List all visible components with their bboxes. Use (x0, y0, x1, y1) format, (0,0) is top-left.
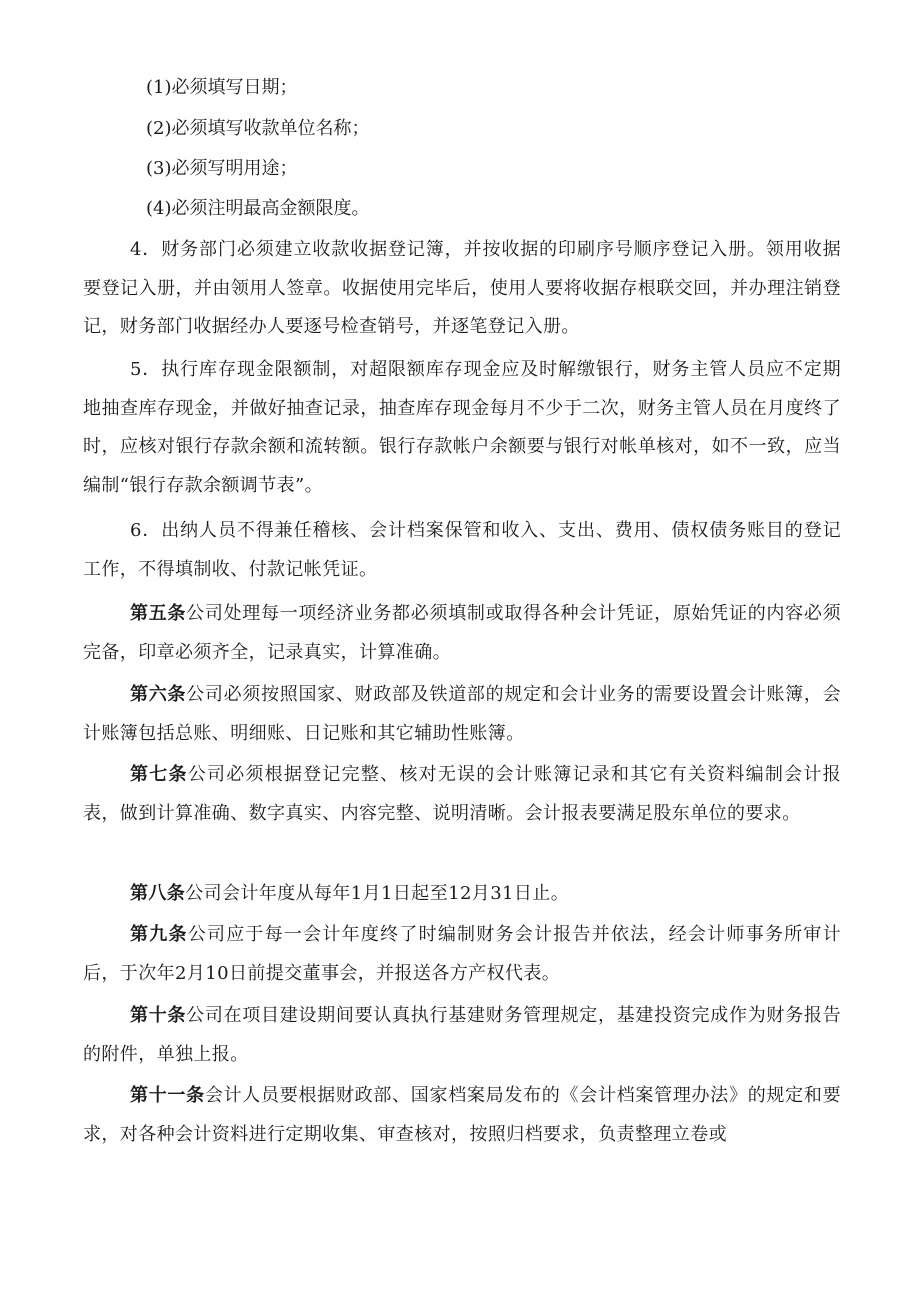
article-label: 第七条 (130, 764, 188, 785)
article-9 (83, 916, 841, 993)
article-8 (83, 875, 841, 914)
article-text: 公司会计年度从每年1月1日起至12月31日止。 (185, 883, 570, 904)
article-7 (83, 756, 841, 833)
article-text: 会计人员要根据财政部、国家档案局发布的《会计档案管理办法》的规定和要求，对各种会计资料进行定期收集、审查核对，按照归档要求，负责整理立卷或 (83, 1085, 841, 1145)
article-11 (83, 1077, 841, 1154)
article-text: 公司在项目建设期间要认真执行基建财务管理规定，基建投资完成作为财务报告的附件，单独上报。 (83, 1005, 841, 1065)
article-label: 第五条 (130, 603, 187, 624)
article-label: 第八条 (130, 883, 186, 904)
numbered-paragraph-5 (83, 351, 841, 505)
numbered-paragraph-4 (83, 231, 841, 347)
article-label: 第六条 (130, 684, 187, 705)
paragraph-text: ．执行库存现金限额制，对超限额库存现金应及时解缴银行，财务主管人员应不定期地抽查库存现金，并做好抽查记录，抽查库存现金每月不少于二次，财务主管人员在月度终了时，应核对银行存款余额和流转额。银行存款帐户余额要与银行对帐单核对，如不一致，应当编制“银行存款余额调节表”。 (83, 359, 841, 496)
article-5 (83, 595, 841, 672)
article-label: 第十一条 (130, 1085, 205, 1106)
article-text: 公司处理每一项经济业务都必须填制或取得各种会计凭证，原始凭证的内容必须完备，印章必须齐全，记录真实，计算准确。 (83, 603, 841, 663)
list-item-4: (4)必须注明最高金额限度。 (146, 198, 370, 219)
list-item-2: (2)必须填写收款单位名称； (146, 118, 370, 139)
paragraph-number: 5 (130, 359, 142, 380)
article-text: 公司必须按照国家、财政部及铁道部的规定和会计业务的需要设置会计账簿，会计账簿包括总账、明细账、日记账和其它辅助性账簿。 (83, 684, 841, 744)
list-item-1: (1)必须填写日期； (146, 77, 298, 98)
article-text: 公司应于每一会计年度终了时编制财务会计报告并依法，经会计师事务所审计后，于次年2月10日前提交董事会，并报送各方产权代表。 (83, 924, 841, 984)
paragraph-number: 4 (130, 239, 142, 260)
article-10 (83, 997, 841, 1074)
numbered-paragraph-6 (83, 512, 841, 589)
article-label: 第九条 (130, 924, 188, 945)
article-text: 公司必须根据登记完整、核对无误的会计账簿记录和其它有关资料编制会计报表，做到计算准确、数字真实、内容完整、说明清晰。会计报表要满足股东单位的要求。 (83, 764, 841, 824)
paragraph-text: ．出纳人员不得兼任稽核、会计档案保管和收入、支出、费用、债权债务账目的登记工作，不得填制收、付款记帐凭证。 (83, 520, 841, 580)
paragraph-number: 6 (130, 520, 142, 541)
article-label: 第十条 (130, 1005, 187, 1026)
list-item-3: (3)必须写明用途； (146, 158, 298, 179)
article-6 (83, 676, 841, 753)
paragraph-text: ．财务部门必须建立收款收据登记簿，并按收据的印刷序号顺序登记入册。领用收据要登记入册，并由领用人签章。收据使用完毕后，使用人要将收据存根联交回，并办理注销登记，财务部门收据经办人要逐号检查销号，并逐笔登记入册。 (83, 239, 841, 337)
